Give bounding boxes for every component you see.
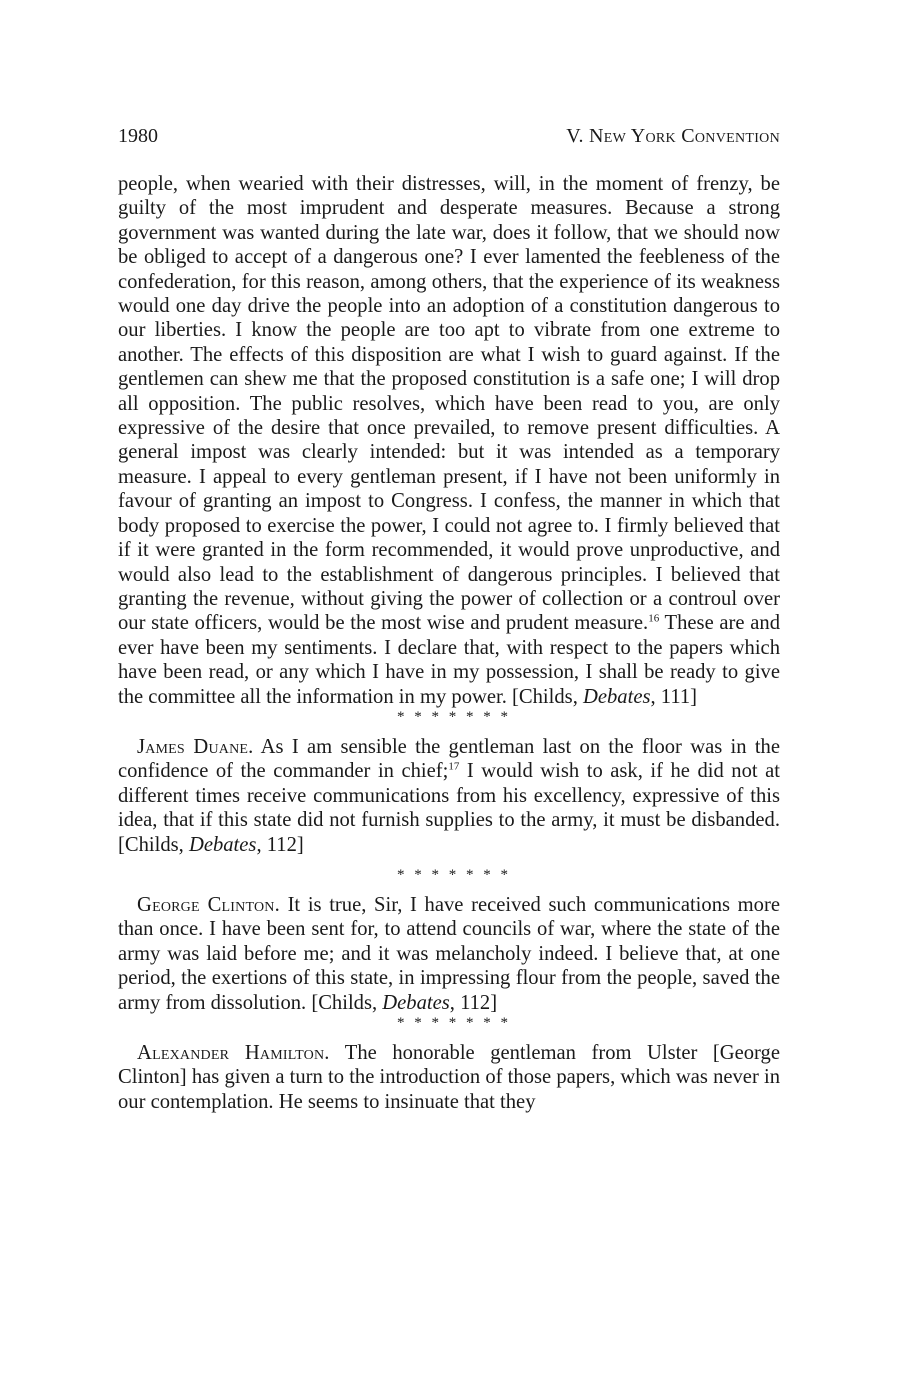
- document-page: [118, 122, 780, 1114]
- section-separator: * * * * * * *: [397, 866, 511, 883]
- source-title: Debates: [382, 991, 450, 1014]
- paragraph-text: It is true, Sir, I have received such communications more than once. I have been sent for, to attend councils of war, where the state of the army was laid before me; and it was melancholy indeed. I believe that, at one period, the exertions of this state, in impressing flour from the people, saved the army from dissolution. [Childs,: [118, 893, 780, 1014]
- speech-paragraph-clinton: [118, 893, 780, 1015]
- citation-page: , 112]: [449, 991, 498, 1014]
- section-separator: * * * * * * *: [397, 708, 511, 725]
- paragraph-text: I would wish to ask, if he did not at different times receive communications from his excellency, expressive of this idea, that if this state did not furnish supplies to the army, it must be disbanded. [Childs,: [118, 760, 780, 856]
- speech-paragraph-duane: [118, 735, 780, 857]
- paragraph-text: The honorable gentleman from Ulster [George Clinton] has given a turn to the introduction of those papers, which was never in our contemplation. He seems to insinuate that they: [118, 1042, 780, 1113]
- section-title: V. New York Convention: [566, 125, 780, 147]
- running-head: [118, 122, 780, 150]
- speech-paragraph-hamilton: [118, 1041, 780, 1114]
- speaker-name: George Clinton.: [137, 893, 280, 916]
- citation-page: , 111]: [650, 685, 698, 708]
- paragraph-text: As I am sensible the gentleman last on the floor was in the confidence of the commander in chief;: [118, 735, 780, 783]
- page-number: 1980: [118, 125, 158, 147]
- speaker-name: James Duane.: [137, 735, 254, 758]
- speaker-name: Alexander Hamilton.: [137, 1042, 330, 1064]
- section-separator: * * * * * * *: [397, 1015, 511, 1031]
- source-title: Debates: [188, 833, 257, 856]
- citation-page: , 112]: [256, 833, 304, 856]
- paragraph-text: people, when wearied with their distresses, will, in the moment of frenzy, be guilty of the most imprudent and desperate measures. Because a strong government was wanted during the late war, does it follow, that we should now be obliged to accept of a dangerous one? I ever lamented the feebleness of the confederation, for this reason, among others, that the experience of its weakness would one day drive the people into an adoption of a constitution dangerous to our liberties. I know the people are too apt to vibrate from one extreme to another. The effects of this disposition are what I wish to guard against. If the gentlemen can shew me that the proposed constitution is a safe one; I will drop all opposition. The public resolves, which have been read to you, are only expressive of the desire that once prevailed, to remove present difficulties. A general impost was clearly intended: but it was intended as a temporary measure. I appeal to every gentleman present, if I have not been uniformly in favour of granting an impost to Congress. I confess, the manner in which that body proposed to exercise the power, I could not agree to. I firmly believed that if it were granted in the form recommended, it would prove unproductive, and would also lead to the establishment of dangerous principles. I believed that granting the revenue, without giving the power of collection or a controul over our state officers, would be the most wise and prudent measure.: [118, 173, 780, 635]
- paragraph-continuation: [118, 172, 780, 709]
- footnote-ref[interactable]: 17: [448, 760, 460, 773]
- source-title: Debates: [583, 685, 651, 708]
- footnote-ref[interactable]: 16: [648, 612, 660, 625]
- paragraph-text: These are and ever have been my sentiments. I declare that, with respect to the papers which have been read, or any which I have in my possession, I shall be ready to give the committee all the information in my power. [Childs,: [118, 612, 780, 708]
